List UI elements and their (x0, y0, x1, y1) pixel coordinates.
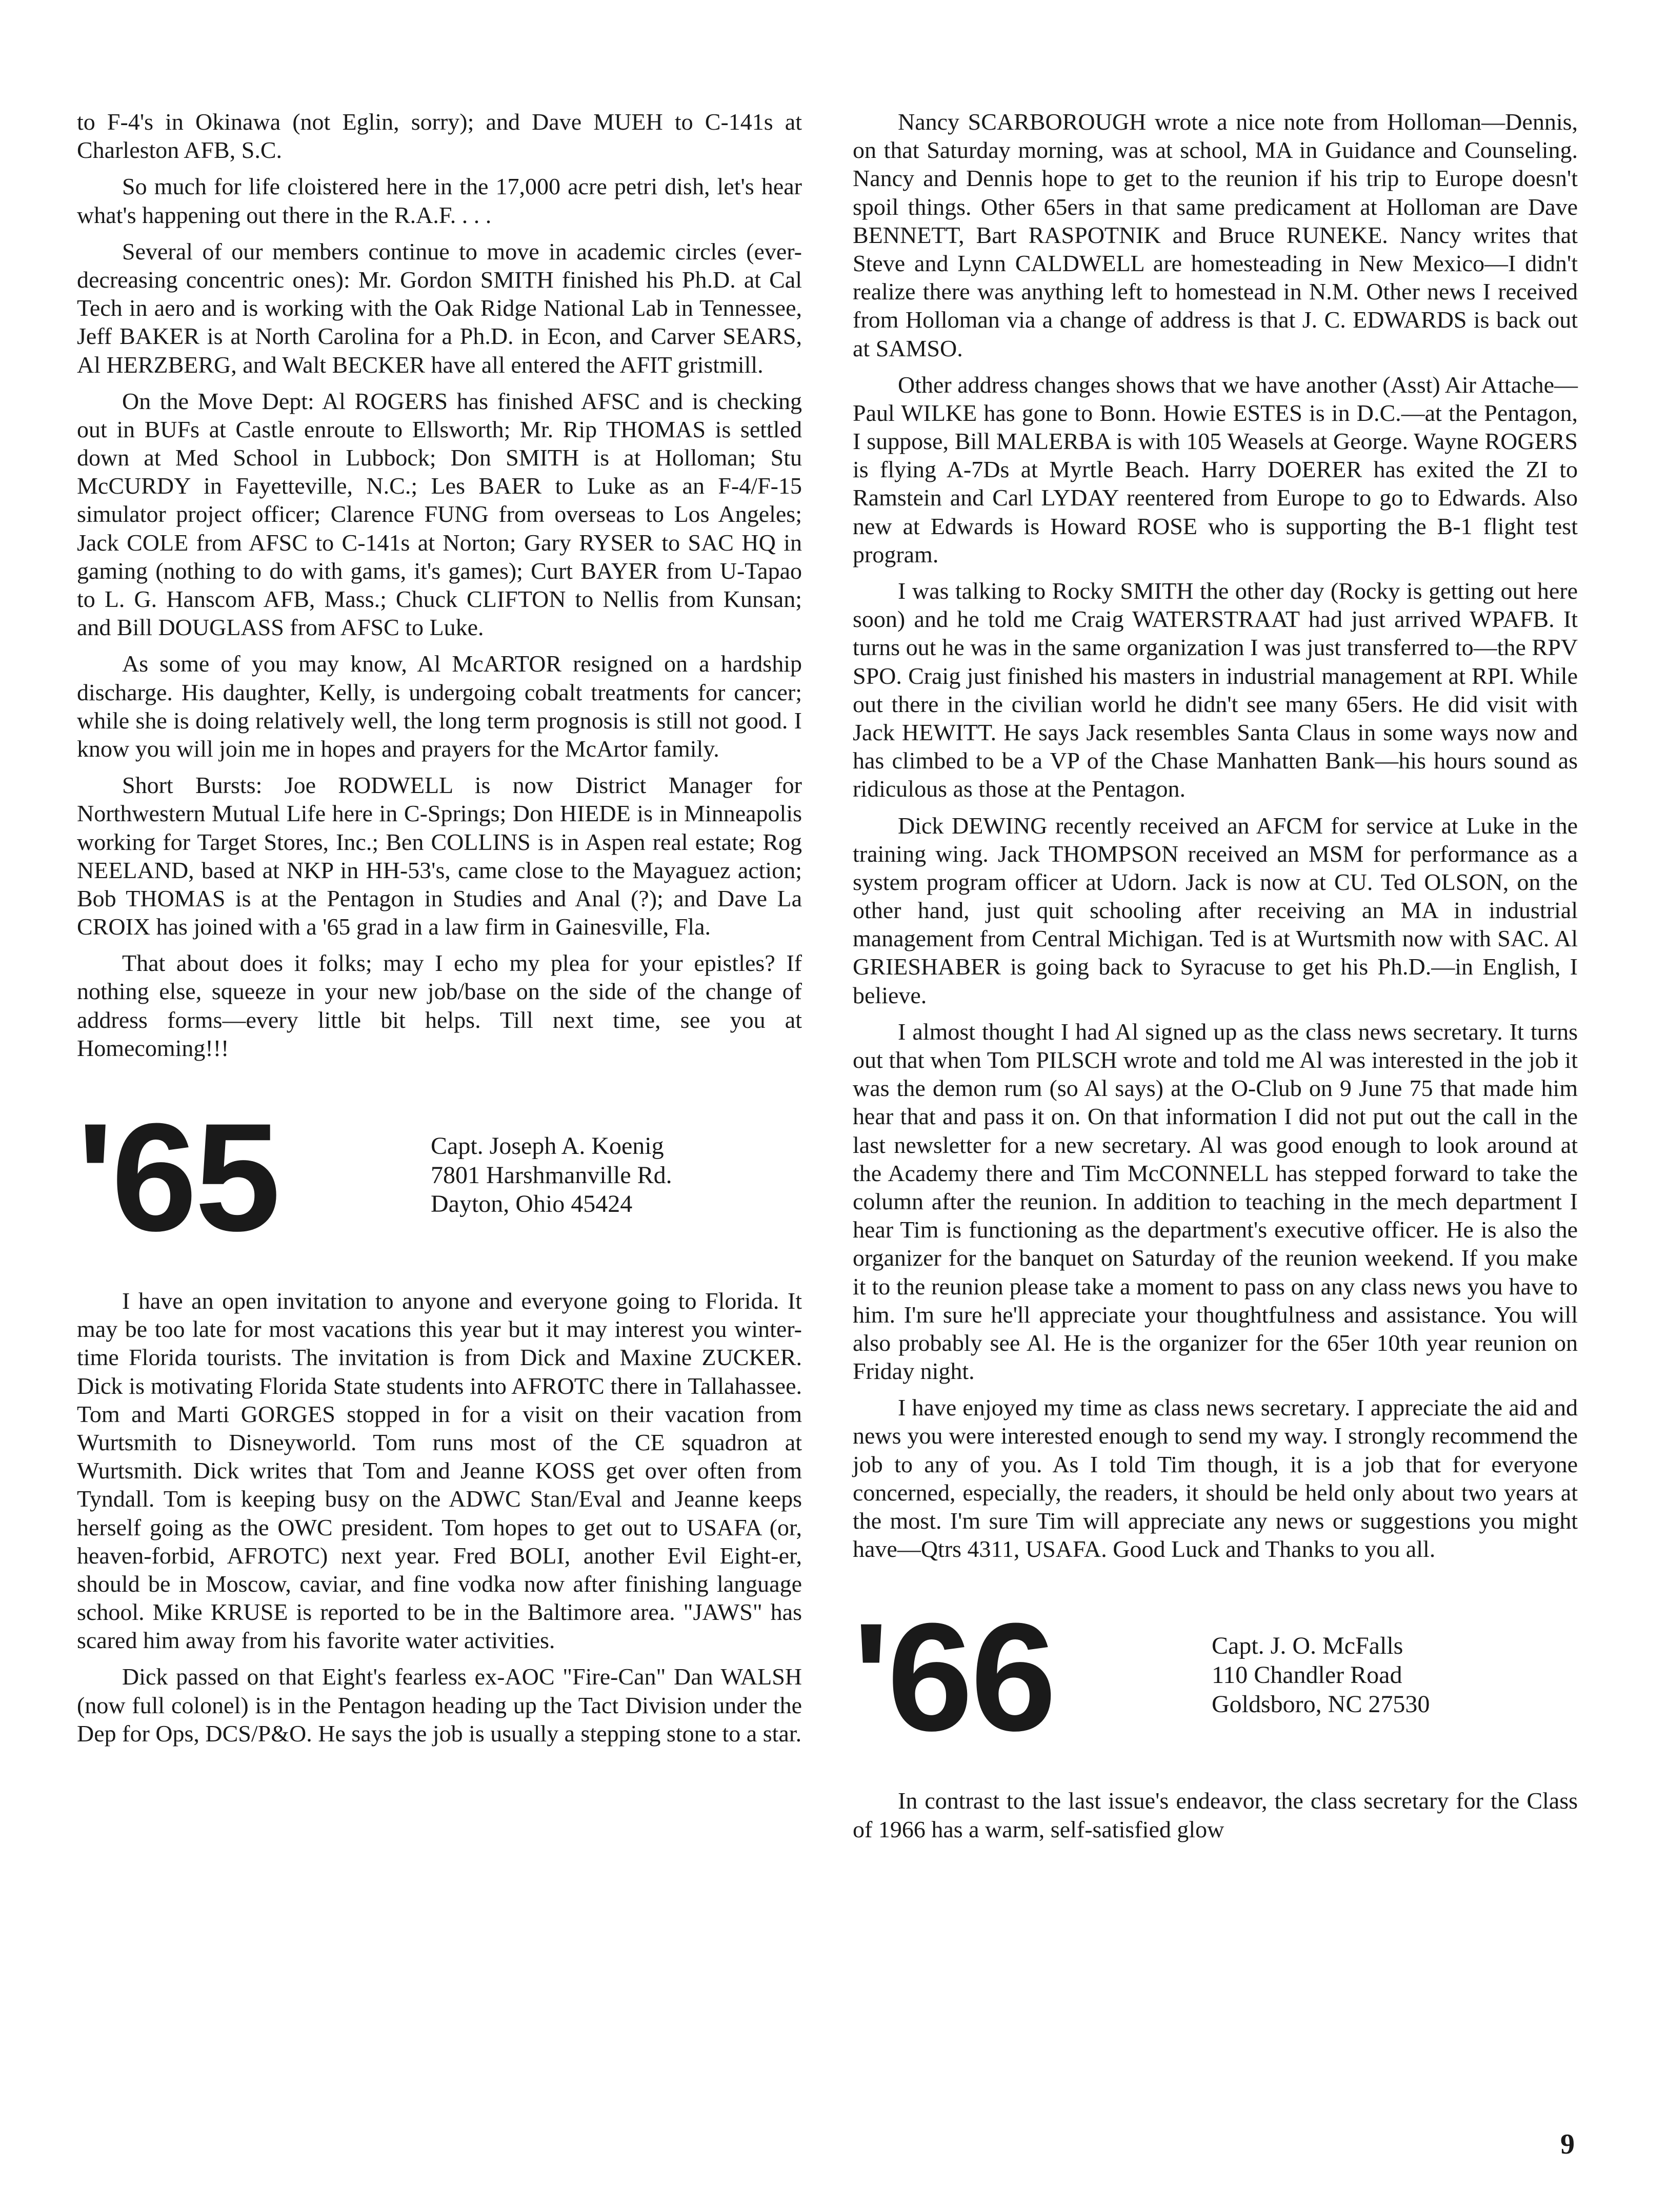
secretary-name: Capt. J. O. McFalls (1212, 1632, 1403, 1660)
paragraph: I have enjoyed my time as class news secretary. I appreciate the aid and news you were interested enough to send my way. I strongly recommend the job to any of you. As I told Tim though, it is a job that for everyone concerned, especially, the readers, it should be held only about two years at the most. I'm sure Tim will appreciate any news or suggestions you might have—Qtrs 4311, USAFA. Good Luck and Thanks to you all. (853, 1394, 1578, 1562)
secretary-street: 7801 Harshmanville Rd. (431, 1161, 672, 1189)
left-column (77, 108, 802, 1756)
class-year-65: '65 (77, 1091, 279, 1263)
paragraph: Other address changes shows that we have another (Asst) Air Attache—Paul WILKE has gone to Bonn. Howie ESTES is in D.C.—at the Pentagon, I suppose, Bill MALERBA is with 105 Weasels at George. Wayne ROGERS is flying A-7Ds at Myrtle Beach. Harry DOERER has exited the ZI to Ramstein and Carl LYDAY reentered from Europe to go to Edwards. Also new at Edwards is Howard ROSE who is supporting the B-1 flight test program. (853, 371, 1578, 567)
secretary-street: 110 Chandler Road (1212, 1661, 1402, 1689)
secretary-city: Goldsboro, NC 27530 (1212, 1690, 1430, 1718)
class-65-header (77, 1091, 802, 1269)
paragraph: Short Bursts: Joe RODWELL is now District Manager for Northwestern Mutual Life here in C-Springs; Don HIEDE is in Minneapolis working for Target Stores, Inc.; Ben COLLINS is in Aspen real estate; Rog NEELAND, based at NKP in HH-53's, came close to the Mayaguez action; Bob THOMAS is at the Pentagon in Studies and Anal (?); and Dave La CROIX has joined with a '65 grad in a law firm in Gainesville, Fla. (77, 772, 802, 940)
paragraph: I was talking to Rocky SMITH the other day (Rocky is getting out here soon) and he told me Craig WATERSTRAAT had just arrived WPAFB. It turns out he was in the same organization I was just transferred to—the RPV SPO. Craig just finished his masters in industrial management at RPI. While out there in the civilian world he didn't see many 65ers. He did visit with Jack HEWITT. He says Jack resembles Santa Claus in some ways now and has climbed to be a VP of the Chase Manhatten Bank—his hours sound as ridiculous as those at the Pentagon. (853, 578, 1578, 802)
paragraph: to F-4's in Okinawa (not Eglin, sorry); and Dave MUEH to C-141s at Charleston AFB, S.C. (77, 109, 802, 164)
paragraph: As some of you may know, Al McARTOR resigned on a hardship discharge. His daughter, Kelly, is undergoing cobalt treatments for cancer; while she is doing relatively well, the long term prognosis is still not good. I know you will join me in hopes and prayers for the McArtor family. (77, 651, 802, 762)
paragraph: Several of our members continue to move in academic circles (ever-decreasing concentric ones): Mr. Gordon SMITH finished his Ph.D. at Cal Tech in aero and is working with the Oak Ridge National Lab in Tennessee, Jeff BAKER is at North Carolina for a Ph.D. in Econ, and Carver SEARS, Al HERZBERG, and Walt BECKER have all entered the AFIT gristmill. (77, 238, 802, 378)
paragraph: Nancy SCARBOROUGH wrote a nice note from Holloman—Dennis, on that Saturday morning, was at school, MA in Guidance and Counseling. Nancy and Dennis hope to get to the reunion if his trip to Europe doesn't spoil things. Other 65ers in that same predicament at Holloman are Dave BENNETT, Bart RASPOTNIK and Bruce RUNEKE. Nancy writes that Steve and Lynn CALDWELL are homesteading in New Mexico—I didn't realize there was anything left to homestead in N.M. Other news I received from Holloman via a change of address is that J. C. EDWARDS is back out at SAMSO. (853, 109, 1578, 361)
class-secretary-address (431, 1132, 672, 1219)
class-66-header (853, 1591, 1578, 1774)
paragraph: I have an open invitation to anyone and everyone going to Florida. It may be too late for most vacations this year but it may interest you winter-time Florida tourists. The invitation is from Dick and Maxine ZUCKER. Dick is motivating Florida State students into AFROTC there in Tallahassee. Tom and Marti GORGES stopped in for a visit on their vacation from Wurtsmith to Disneyworld. Tom runs most of the CE squadron at Wurtsmith. Dick writes that Tom and Jeanne KOSS get over often from Tyndall. Tom is keeping busy on the ADWC Stan/Eval and Jeanne keeps herself going as the OWC president. Tom hopes to get out to USAFA (or, heaven-forbid, AFROTC) next year. Fred BOLI, another Evil Eight-er, should be in Moscow, caviar, and fine vodka now after finishing language school. Mike KRUSE is reported to be in the Baltimore area. "JAWS" has scared him away from his favorite water activities. (77, 1288, 802, 1654)
paragraph: In contrast to the last issue's endeavor, the class secretary for the Class of 1966 has a warm, self-satisfied glow (853, 1788, 1578, 1842)
right-column (853, 108, 1578, 1852)
secretary-city: Dayton, Ohio 45424 (431, 1190, 633, 1218)
secretary-name: Capt. Joseph A. Koenig (431, 1132, 664, 1160)
paragraph: On the Move Dept: Al ROGERS has finished AFSC and is checking out in BUFs at Castle enroute to Ellsworth; Mr. Rip THOMAS is settled down at Med School in Lubbock; Don SMITH is at Holloman; Stu McCURDY in Fayetteville, N.C.; Les BAER to Luke as an F-4/F-15 simulator project officer; Clarence FUNG from overseas to Los Angeles; Jack COLE from AFSC to C-141s at Norton; Gary RYSER to SAC HQ in gaming (nothing to do with gams, it's games); Curt BAYER from U-Tapao to L. G. Hanscom AFB, Mass.; Chuck CLIFTON to Nellis from Kunsan; and Bill DOUGLASS from AFSC to Luke. (77, 388, 802, 641)
paragraph: That about does it folks; may I echo my plea for your epistles? If nothing else, squeeze in your new job/base on the side of the change of address forms—every little bit helps. Till next time, see you at Homecoming!!! (77, 950, 802, 1061)
class-year-66: '66 (853, 1591, 1055, 1763)
page-number: 9 (1560, 2128, 1575, 2160)
paragraph: I almost thought I had Al signed up as the class news secretary. It turns out that when Tom PILSCH wrote and told me Al was interested in the job it was the demon rum (so Al says) at the O-Club on 9 June 75 that made him hear that and pass it on. On that information I did not put out the call in the last newsletter for a new secretary. Al was good enough to look around at the Academy there and Tim McCONNELL has stepped forward to take the column after the reunion. In addition to teaching in the mech department I hear Tim is functioning as the department's executive officer. He is also the organizer for the banquet on Saturday of the reunion weekend. If you make it to the reunion please take a moment to pass on any class news you have to him. I'm sure he'll appreciate your thoughtfulness and assistance. You will also probably see Al. He is the organizer for the 65er 10th year reunion on Friday night. (853, 1018, 1578, 1385)
paragraph: Dick passed on that Eight's fearless ex-AOC "Fire-Can" Dan WALSH (now full colonel) is in the Pentagon heading up the Tact Division under the Dep for Ops, DCS/P&O. He says the job is usually a stepping stone to a star. (77, 1663, 802, 1747)
paragraph: So much for life cloistered here in the 17,000 acre petri dish, let's hear what's happening out there in the R.A.F. . . . (77, 173, 802, 228)
paragraph: Dick DEWING recently received an AFCM for service at Luke in the training wing. Jack THOMPSON received an MSM for performance as a system program officer at Udorn. Jack is now at CU. Ted OLSON, on the other hand, just quit schooling after receiving an MA in industrial management from Central Michigan. Ted is at Wurtsmith now with SAC. Al GRIESHABER is going back to Syracuse to get his Ph.D.—in English, I believe. (853, 812, 1578, 1008)
class-secretary-address (1212, 1632, 1430, 1719)
